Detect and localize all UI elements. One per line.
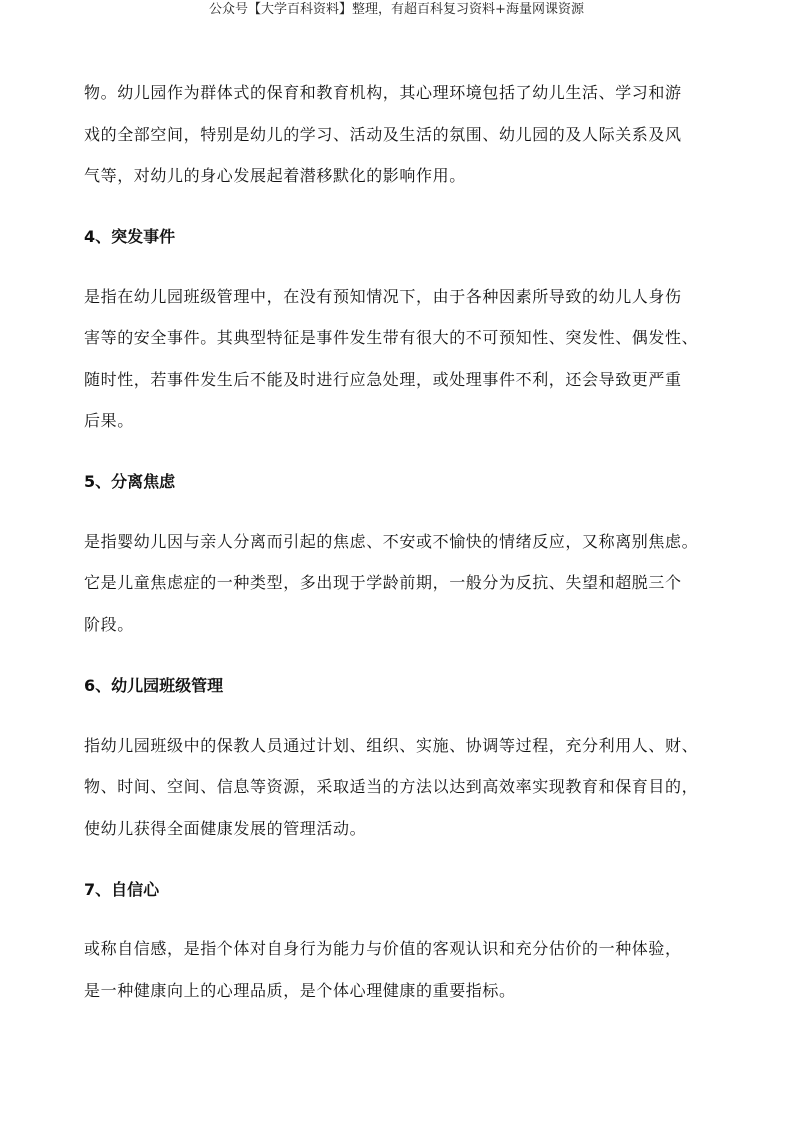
paragraph-line: 物。幼儿园作为群体式的保育和教育机构，其心理环境包括了幼儿生活、学习和游 — [84, 83, 682, 102]
paragraph-line: 后果。 — [84, 411, 134, 430]
section-heading: 6、幼儿园班级管理 — [84, 676, 224, 695]
paragraph-line: 阶段。 — [84, 615, 134, 634]
paragraph-line: 戏的全部空间，特别是幼儿的学习、活动及生活的氛围、幼儿园的及人际关系及风 — [84, 125, 682, 144]
section-heading: 5、分离焦虑 — [84, 472, 176, 491]
page-header: 公众号【大学百科资料】整理，有超百科复习资料+海量网课资源 — [209, 2, 584, 17]
paragraph-line: 是一种健康向上的心理品质，是个体心理健康的重要指标。 — [84, 981, 516, 1000]
paragraph-line: 害等的安全事件。其典型特征是事件发生带有很大的不可预知性、突发性、偶发性、 — [84, 328, 699, 347]
paragraph-line: 或称自信感，是指个体对自身行为能力与价值的客观认识和充分估价的一种体验， — [84, 939, 682, 958]
section-heading: 7、自信心 — [84, 880, 160, 899]
paragraph-line: 它是儿童焦虑症的一种类型，多出现于学龄前期，一般分为反抗、失望和超脱三个 — [84, 573, 682, 592]
paragraph-line: 随时性，若事件发生后不能及时进行应急处理，或处理事件不利，还会导致更严重 — [84, 370, 682, 389]
paragraph-line: 是指在幼儿园班级管理中，在没有预知情况下，由于各种因素所导致的幼儿人身伤 — [84, 287, 682, 306]
paragraph-line: 指幼儿园班级中的保教人员通过计划、组织、实施、协调等过程，充分利用人、财、 — [84, 736, 699, 755]
paragraph-line: 使幼儿获得全面健康发展的管理活动。 — [84, 819, 367, 838]
paragraph-line: 是指婴幼儿因与亲人分离而引起的焦虑、不安或不愉快的情绪反应，又称离别焦虑。 — [84, 532, 699, 551]
paragraph-line: 气等，对幼儿的身心发展起着潜移默化的影响作用。 — [84, 166, 466, 185]
section-heading: 4、突发事件 — [84, 227, 176, 246]
paragraph-line: 物、时间、空间、信息等资源，采取适当的方法以达到高效率实现教育和保育目的， — [84, 777, 699, 796]
